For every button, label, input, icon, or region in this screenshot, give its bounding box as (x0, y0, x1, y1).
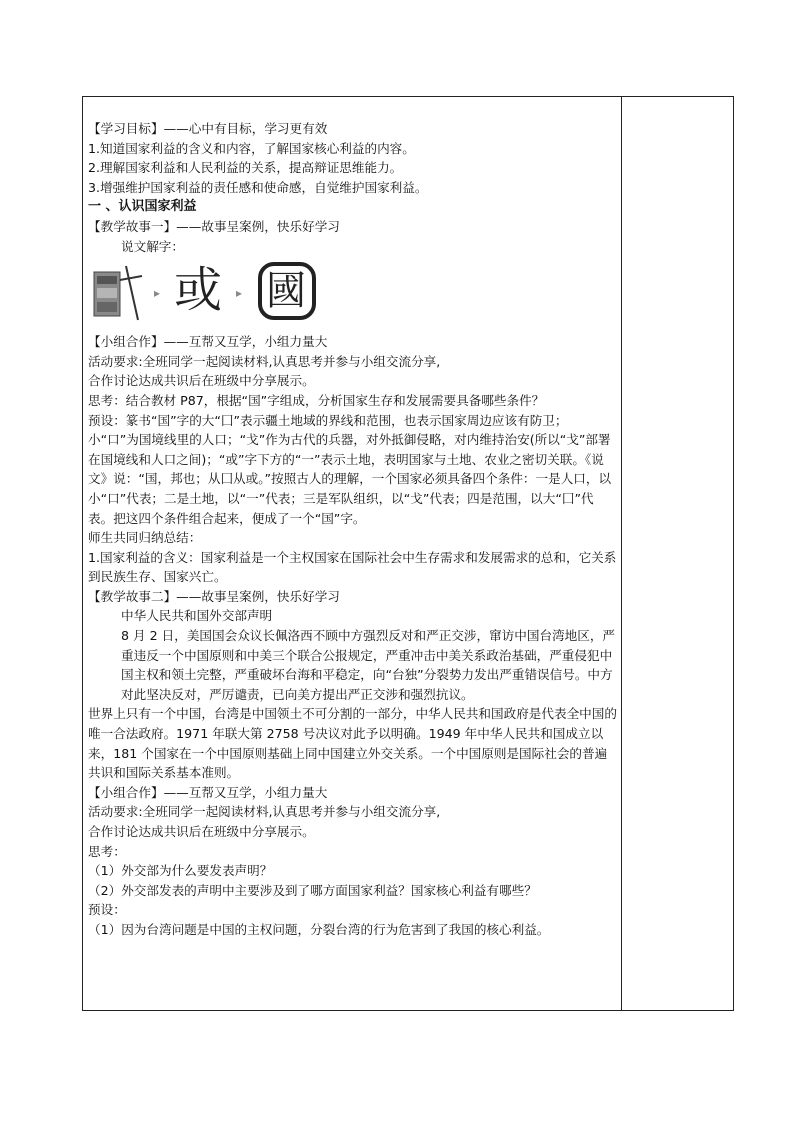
preset-answer: 预设：篆书“国”字的大“囗”表示疆土地域的界线和范围，也表示国家周边应该有防卫；小“口”为国境线里的人口；“戈”作为古代的兵器，对外抵御侵略，对内维持治安(所以“戈”部署在国境线和人口之间)；“或”字下方的“一”表示土地，表明国家与土地、农业之密切关联。《说文》说：“国，邦也；从囗从或。”按照古人的理解，一个国家必须具备四个条件：一是人口，以小“口”代表；二是土地，以“一”代表；三是军队组织，以“戈”代表；四是范围，以大“囗”代表。把这四个条件组合起来，便成了一个“国”字。 (88, 412, 612, 526)
question-2: （2）外交部发表的声明中主要涉及到了哪方面国家利益？国家核心利益有哪些？ (88, 882, 537, 898)
activity-requirement-2: 活动要求:全班同学一起阅读材料,认真思考并参与小组交流分享, (88, 804, 441, 820)
shuowen-label: 说文解字： (121, 238, 184, 254)
statement-paragraph-2: 世界上只有一个中国，台湾是中国领土不可分割的一部分，中华人民共和国政府是代表全中国的唯一合法政府。1971 年联大第 2758 号决议对此予以明确。1949 年中华人民共和国成立以来，181 个国家在一个中国原则基础上同中国建立外交关系。一个中国原则是国际社会的普遍共识和国际关系基本准则。 (88, 706, 617, 781)
guo-evolution-figure (88, 256, 618, 332)
arrow-icon: ▸ (236, 286, 243, 301)
statement-paragraph-1: 8 月 2 日，美国国会众议长佩洛西不顾中方强烈反对和严正交涉，窜访中国台湾地区，严重违反一个中国原则和中美三个联合公报规定，严重冲击中美关系政治基础，严重侵犯中国主权和领土完整，严重破坏台海和平稳定，向“台独”分裂势力发出严重错误信号。中方对此坚决反对，严厉谴责，已向美方提出严正交涉和强烈抗议。 (121, 628, 616, 702)
goal-1: 1.知道国家利益的含义和内容，了解国家核心利益的内容。 (88, 140, 415, 156)
story-two-heading: 【教学故事二】——故事呈案例，快乐好学习 (88, 588, 340, 604)
group-work-heading: 【小组合作】——互帮又互学，小组力量大 (88, 334, 328, 350)
national-interest-definition: 1.国家利益的含义：国家利益是一个主权国家在国际社会中生存需求和发展需求的总和，它关系到民族生存、国家兴亡。 (88, 549, 617, 585)
seal-guo-glyph: 國 (266, 268, 306, 315)
goal-3: 3.增强维护国家利益的责任感和使命感，自觉维护国家利益。 (88, 179, 428, 195)
activity-share-2: 合作讨论达成共识后在班级中分享展示。 (88, 824, 315, 839)
oracle-guo-image (92, 262, 148, 324)
activity-share: 合作讨论达成共识后在班级中分享展示。 (88, 373, 315, 389)
section-heading: 一 、认识国家利益 (88, 199, 197, 215)
think-question: 思考：结合教材 P87，根据“国”字组成，分析国家生存和发展需要具备哪些条件？ (88, 392, 545, 408)
group-work-heading-2: 【小组合作】——互帮又互学，小组力量大 (88, 784, 328, 800)
column-divider (621, 97, 622, 1010)
answer-1: （1）因为台湾问题是中国的主权问题，分裂台湾的行为危害到了我国的核心利益。 (88, 921, 550, 937)
activity-requirement: 活动要求:全班同学一起阅读材料,认真思考并参与小组交流分享, (88, 353, 441, 369)
seal-huo-glyph: 或 (174, 262, 223, 319)
learning-goals-heading: 【学习目标】——心中有目标，学习更有效 (88, 121, 328, 136)
lesson-table (82, 96, 734, 1011)
think-label: 思考： (88, 843, 126, 859)
statement-title: 中华人民共和国外交部声明 (121, 608, 273, 624)
goal-2: 2.理解国家利益和人民利益的关系，提高辩证思维能力。 (88, 160, 403, 176)
arrow-icon: ▸ (154, 286, 161, 301)
question-1: （1）外交部为什么要发表声明？ (88, 863, 273, 879)
preset-label: 预设： (88, 902, 126, 918)
story-one-heading: 【教学故事一】——故事呈案例，快乐好学习 (88, 218, 340, 234)
lesson-content (88, 119, 618, 940)
summary-label: 师生共同归纳总结： (88, 530, 202, 546)
